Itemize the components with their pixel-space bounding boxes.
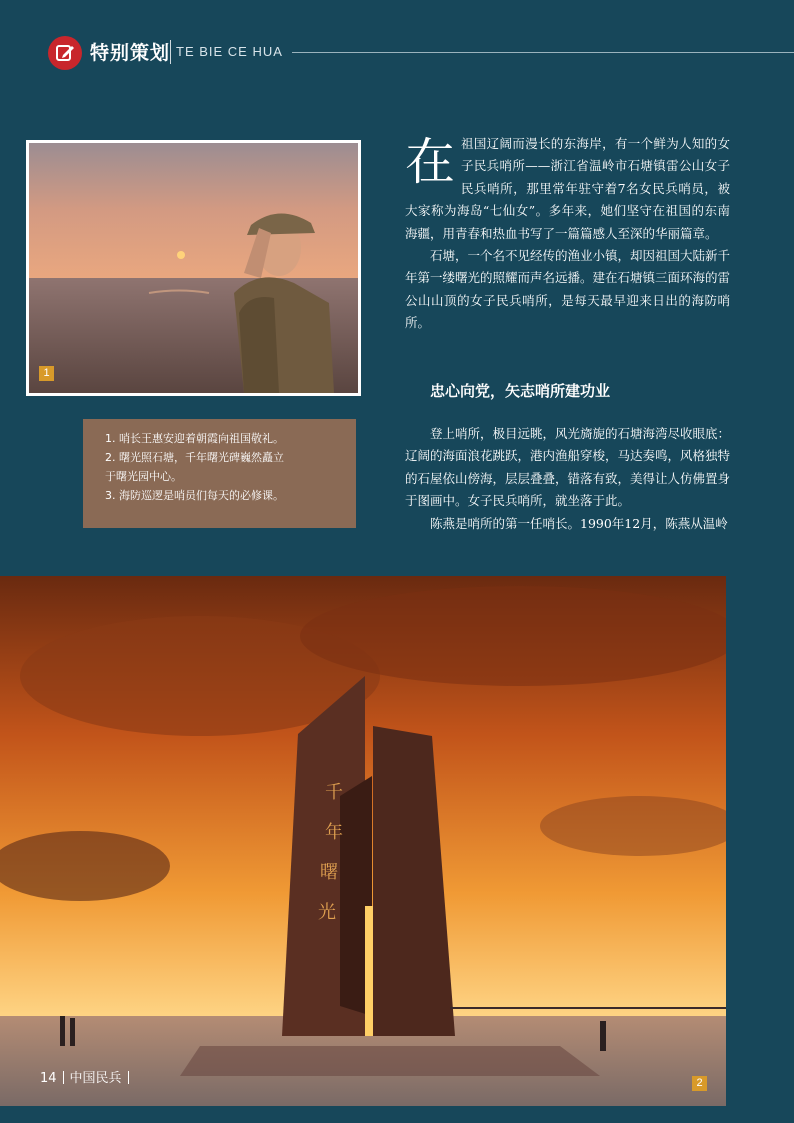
page-number: 14 (40, 1071, 57, 1086)
section-subtitle: TE BIE CE HUA (176, 44, 283, 59)
section-logo (48, 36, 82, 70)
monument-char: 曙 (320, 862, 338, 883)
article-body (405, 423, 730, 535)
caption-line: 2. 曙光照石塘，千年曙光碑巍然矗立 (105, 451, 284, 464)
monument-char: 年 (325, 822, 343, 843)
subheading: 忠心向党，矢志哨所建功业 (430, 382, 611, 400)
photo-badge-2: 2 (692, 1076, 707, 1091)
page-footer (40, 1067, 135, 1086)
paragraph: 陈燕是哨所的第一任哨长。1990年12月，陈燕从温岭 (430, 515, 728, 531)
paragraph: 祖国辽阔而漫长的东海岸，有一个鲜为人知的女子民兵哨所——浙江省温岭市石塘镇雷公山女子民兵哨所，那里常年驻守着7名女民兵哨员，被大家称为海岛“七仙女”。多年来，她们坚守在祖国的东南海疆，用青春和热血书写了一篇篇感人至深的华丽篇章。 (405, 136, 730, 241)
footer-divider (128, 1071, 129, 1084)
edit-icon (55, 43, 75, 63)
paragraph: 登上哨所，极目远眺，风光旖旎的石塘海湾尽收眼底：辽阔的海面浪花跳跃，港内渔船穿梭，马达奏鸣，风格独特的石屋依山傍海，层层叠叠，错落有致，美得让人仿佛置身于图画中。女子民兵哨所，就坐落于此。 (405, 426, 731, 509)
header-rule (292, 52, 794, 53)
footer-divider (63, 1071, 64, 1084)
drop-cap: 在 (405, 133, 455, 191)
caption-line: 于曙光园中心。 (105, 470, 182, 483)
paragraph: 石塘，一个名不见经传的渔业小镇，却因祖国大陆新千年第一缕曙光的照耀而声名远播。建在石塘镇三面环海的雷公山山顶的女子民兵哨所，是每天最早迎来日出的海防哨所。 (405, 248, 731, 331)
salute-photo (26, 140, 361, 396)
photo-badge-1: 1 (39, 366, 54, 381)
monument-char: 千 (325, 782, 343, 803)
page-header (0, 0, 794, 110)
monument-char: 光 (318, 902, 336, 923)
caption-line: 1. 哨长王惠安迎着朝霞向祖国敬礼。 (105, 432, 284, 445)
caption-box (83, 419, 356, 528)
magazine-name: 中国民兵 (69, 1071, 122, 1086)
article-intro (405, 133, 730, 335)
monument-photo (0, 576, 726, 1106)
caption-line: 3. 海防巡逻是哨员们每天的必修课。 (105, 489, 284, 502)
title-divider (170, 40, 171, 64)
section-title: 特别策划 (90, 42, 171, 64)
